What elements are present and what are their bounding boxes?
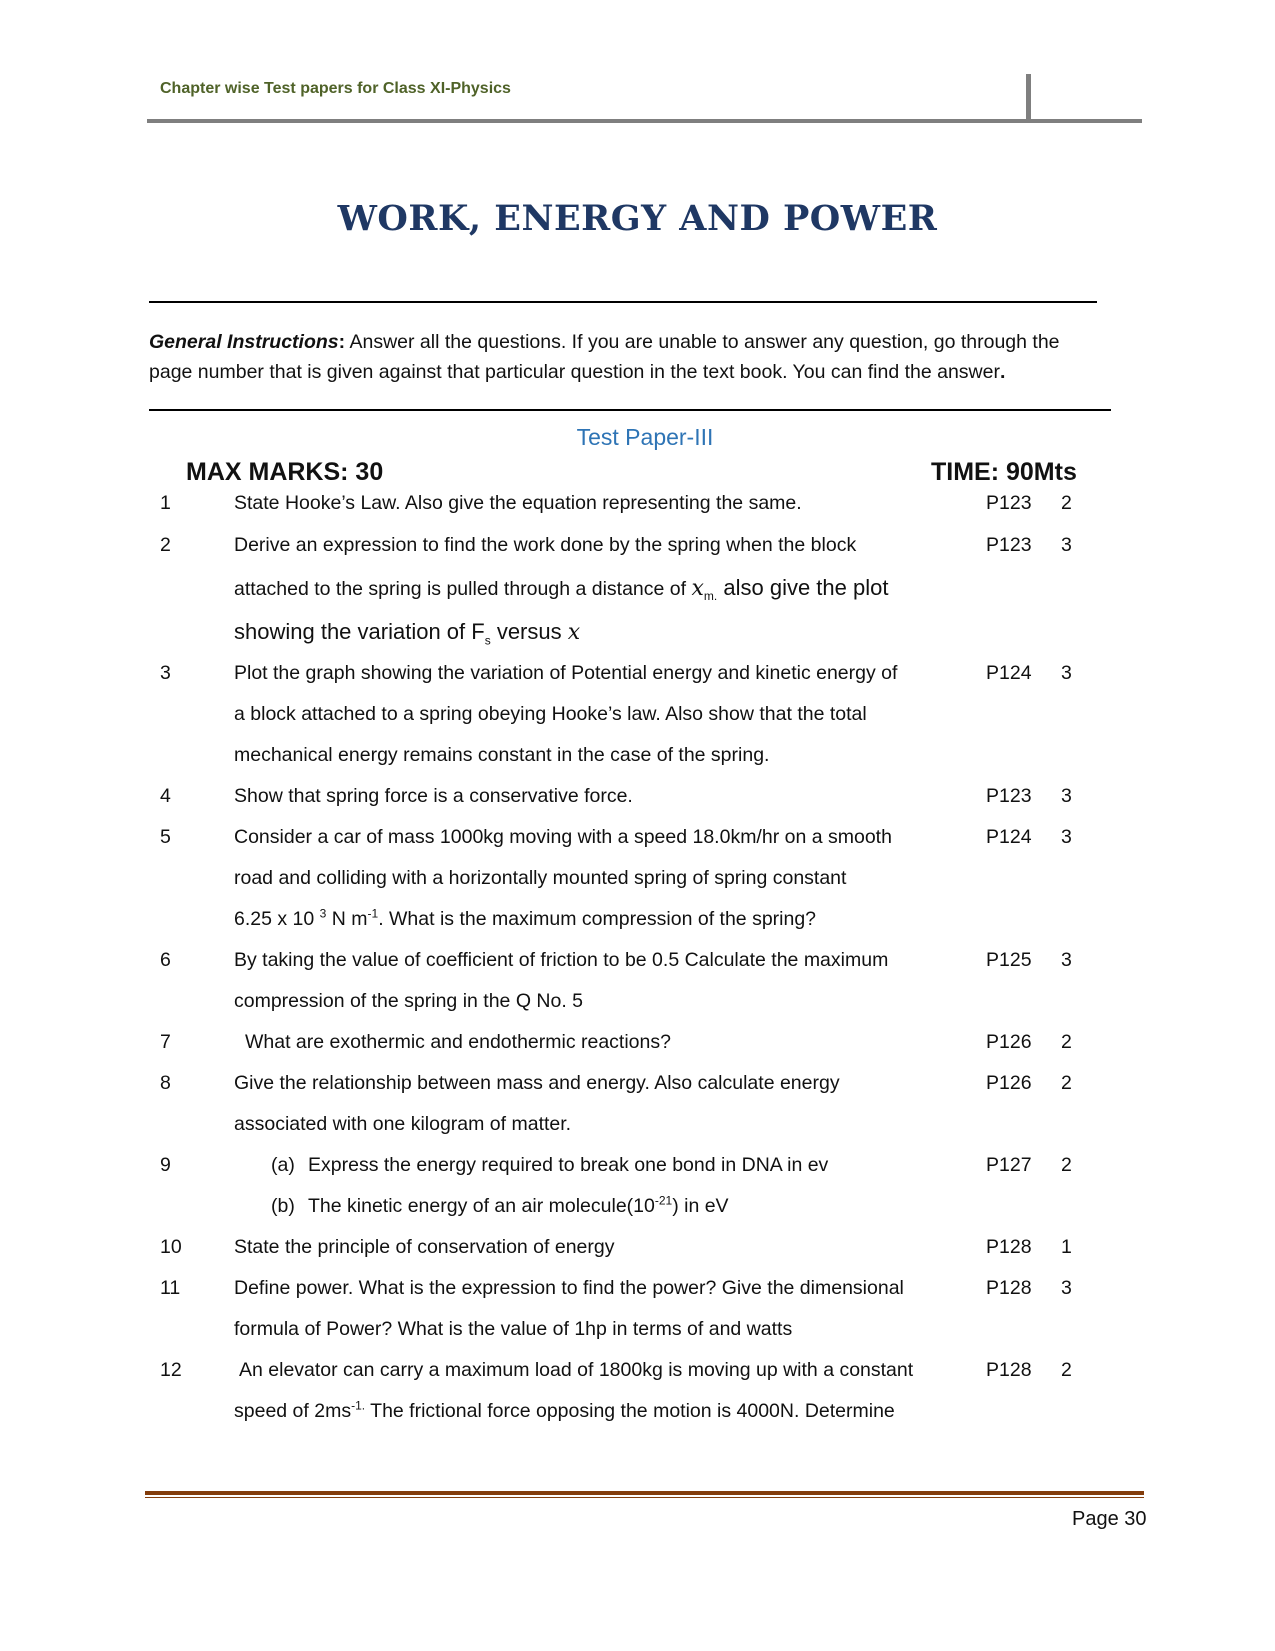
question-text <box>234 619 580 646</box>
question-page-ref: P125 <box>986 949 1032 971</box>
instructions-text-1: Answer all the questions. If you are unable to answer any question, go through the <box>345 331 1060 353</box>
question-marks: 2 <box>1061 1154 1072 1176</box>
question-text: Plot the graph showing the variation of Potential energy and kinetic energy of <box>234 662 898 684</box>
question-number: 12 <box>160 1359 182 1381</box>
question-page-ref: P128 <box>986 1359 1032 1381</box>
page-number: Page 30 <box>1072 1508 1147 1530</box>
question-page-ref: P123 <box>986 785 1032 807</box>
question-number: 10 <box>160 1236 182 1258</box>
text-fragment: 6.25 x 10 <box>234 908 320 930</box>
superscript: -1. <box>351 1398 366 1413</box>
question-text: a block attached to a spring obeying Hooke’s law. Also show that the total <box>234 703 867 725</box>
question-marks: 2 <box>1061 1031 1072 1053</box>
question-number: 1 <box>160 492 171 514</box>
question-number: 4 <box>160 785 171 807</box>
instructions-colon: : <box>338 331 346 353</box>
question-page-ref: P124 <box>986 826 1032 848</box>
text-fragment: attached to the spring is pulled through a distance of <box>234 578 692 600</box>
question-text: associated with one kilogram of matter. <box>234 1113 572 1135</box>
question-number: 11 <box>160 1277 181 1299</box>
text-fragment: ) in eV <box>672 1195 729 1217</box>
instructions-lead: General Instructions <box>149 331 339 353</box>
question-number: 2 <box>160 534 171 556</box>
subscript-s: s <box>484 633 491 648</box>
max-marks: MAX MARKS: 30 <box>186 458 384 486</box>
question-page-ref: P126 <box>986 1072 1032 1094</box>
question-marks: 3 <box>1061 785 1072 807</box>
question-text: State the principle of conservation of energy <box>234 1236 615 1258</box>
question-text <box>234 575 888 602</box>
question-marks: 3 <box>1061 826 1072 848</box>
question-page-ref: P126 <box>986 1031 1032 1053</box>
question-marks: 3 <box>1061 534 1072 556</box>
question-text: Derive an expression to find the work done by the spring when the block <box>234 534 857 556</box>
question-number: 7 <box>160 1031 171 1053</box>
question-text: compression of the spring in the Q No. 5 <box>234 990 584 1012</box>
question-text: State Hooke’s Law. Also give the equation representing the same. <box>234 492 802 514</box>
text-fragment: The frictional force opposing the motion is 4000N. Determine <box>365 1400 895 1422</box>
question-page-ref: P124 <box>986 662 1032 684</box>
superscript: -21 <box>654 1193 673 1208</box>
running-header: Chapter wise Test papers for Class XI-Physics <box>160 80 511 97</box>
question-text: Express the energy required to break one bond in DNA in ev <box>308 1154 829 1176</box>
text-fragment: versus <box>490 619 568 644</box>
question-number: 9 <box>160 1154 171 1176</box>
question-number: 6 <box>160 949 171 971</box>
subscript-m: m. <box>703 588 718 603</box>
question-text: road and colliding with a horizontally mounted spring of spring constant <box>234 867 847 889</box>
question-text <box>308 1193 729 1219</box>
question-marks: 2 <box>1061 1072 1072 1094</box>
question-text: mechanical energy remains constant in the case of the spring. <box>234 744 770 766</box>
footer-rule <box>145 1491 1144 1495</box>
question-marks: 3 <box>1061 1277 1072 1299</box>
paper-subtitle: Test Paper-III <box>576 424 714 450</box>
question-page-ref: P128 <box>986 1236 1032 1258</box>
question-number: 3 <box>160 662 171 684</box>
instructions-text-2: page number that is given against that particular question in the text book. You can find the answer <box>149 361 1000 383</box>
question-marks: 1 <box>1061 1236 1072 1258</box>
question-text: Give the relationship between mass and energy. Also calculate energy <box>234 1072 840 1094</box>
question-text: Consider a car of mass 1000kg moving with a speed 18.0km/hr on a smooth <box>234 826 892 848</box>
page-title: WORK, ENERGY AND POWER <box>337 198 938 239</box>
question-marks: 3 <box>1061 662 1072 684</box>
variable-x: x <box>691 576 704 601</box>
question-text: An elevator can carry a maximum load of 1800kg is moving up with a constant <box>239 1359 914 1381</box>
question-text: formula of Power? What is the value of 1hp in terms of and watts <box>234 1318 793 1340</box>
variable-x: x <box>567 620 581 645</box>
question-text: Define power. What is the expression to find the power? Give the dimensional <box>234 1277 904 1299</box>
question-text: By taking the value of coefficient of friction to be 0.5 Calculate the maximum <box>234 949 889 971</box>
question-number: 5 <box>160 826 171 848</box>
footer-rule <box>145 1497 1144 1498</box>
text-fragment: showing the variation of F <box>234 619 485 644</box>
text-fragment: speed of 2ms <box>234 1400 352 1422</box>
question-marks: 3 <box>1061 949 1072 971</box>
time-allowed: TIME: 90Mts <box>931 458 1077 486</box>
text-fragment: N m <box>326 908 368 930</box>
instructions-end: . <box>999 361 1006 383</box>
text-fragment: The kinetic energy of an air molecule(10 <box>308 1195 655 1217</box>
question-page-ref: P123 <box>986 492 1032 514</box>
question-page-ref: P128 <box>986 1277 1032 1299</box>
superscript: 3 <box>319 906 327 921</box>
question-marks: 2 <box>1061 492 1072 514</box>
sub-question-label: (b) <box>271 1195 295 1217</box>
question-text <box>234 906 816 932</box>
question-text: Show that spring force is a conservative force. <box>234 785 633 807</box>
question-text <box>234 1398 895 1424</box>
superscript: -1 <box>367 906 379 921</box>
question-text: What are exothermic and endothermic reactions? <box>245 1031 671 1053</box>
text-fragment: . What is the maximum compression of the spring? <box>378 908 817 930</box>
text-fragment: also give the plot <box>717 575 889 600</box>
sub-question-label: (a) <box>271 1154 295 1176</box>
question-marks: 2 <box>1061 1359 1072 1381</box>
question-page-ref: P127 <box>986 1154 1032 1176</box>
question-page-ref: P123 <box>986 534 1032 556</box>
question-number: 8 <box>160 1072 171 1094</box>
